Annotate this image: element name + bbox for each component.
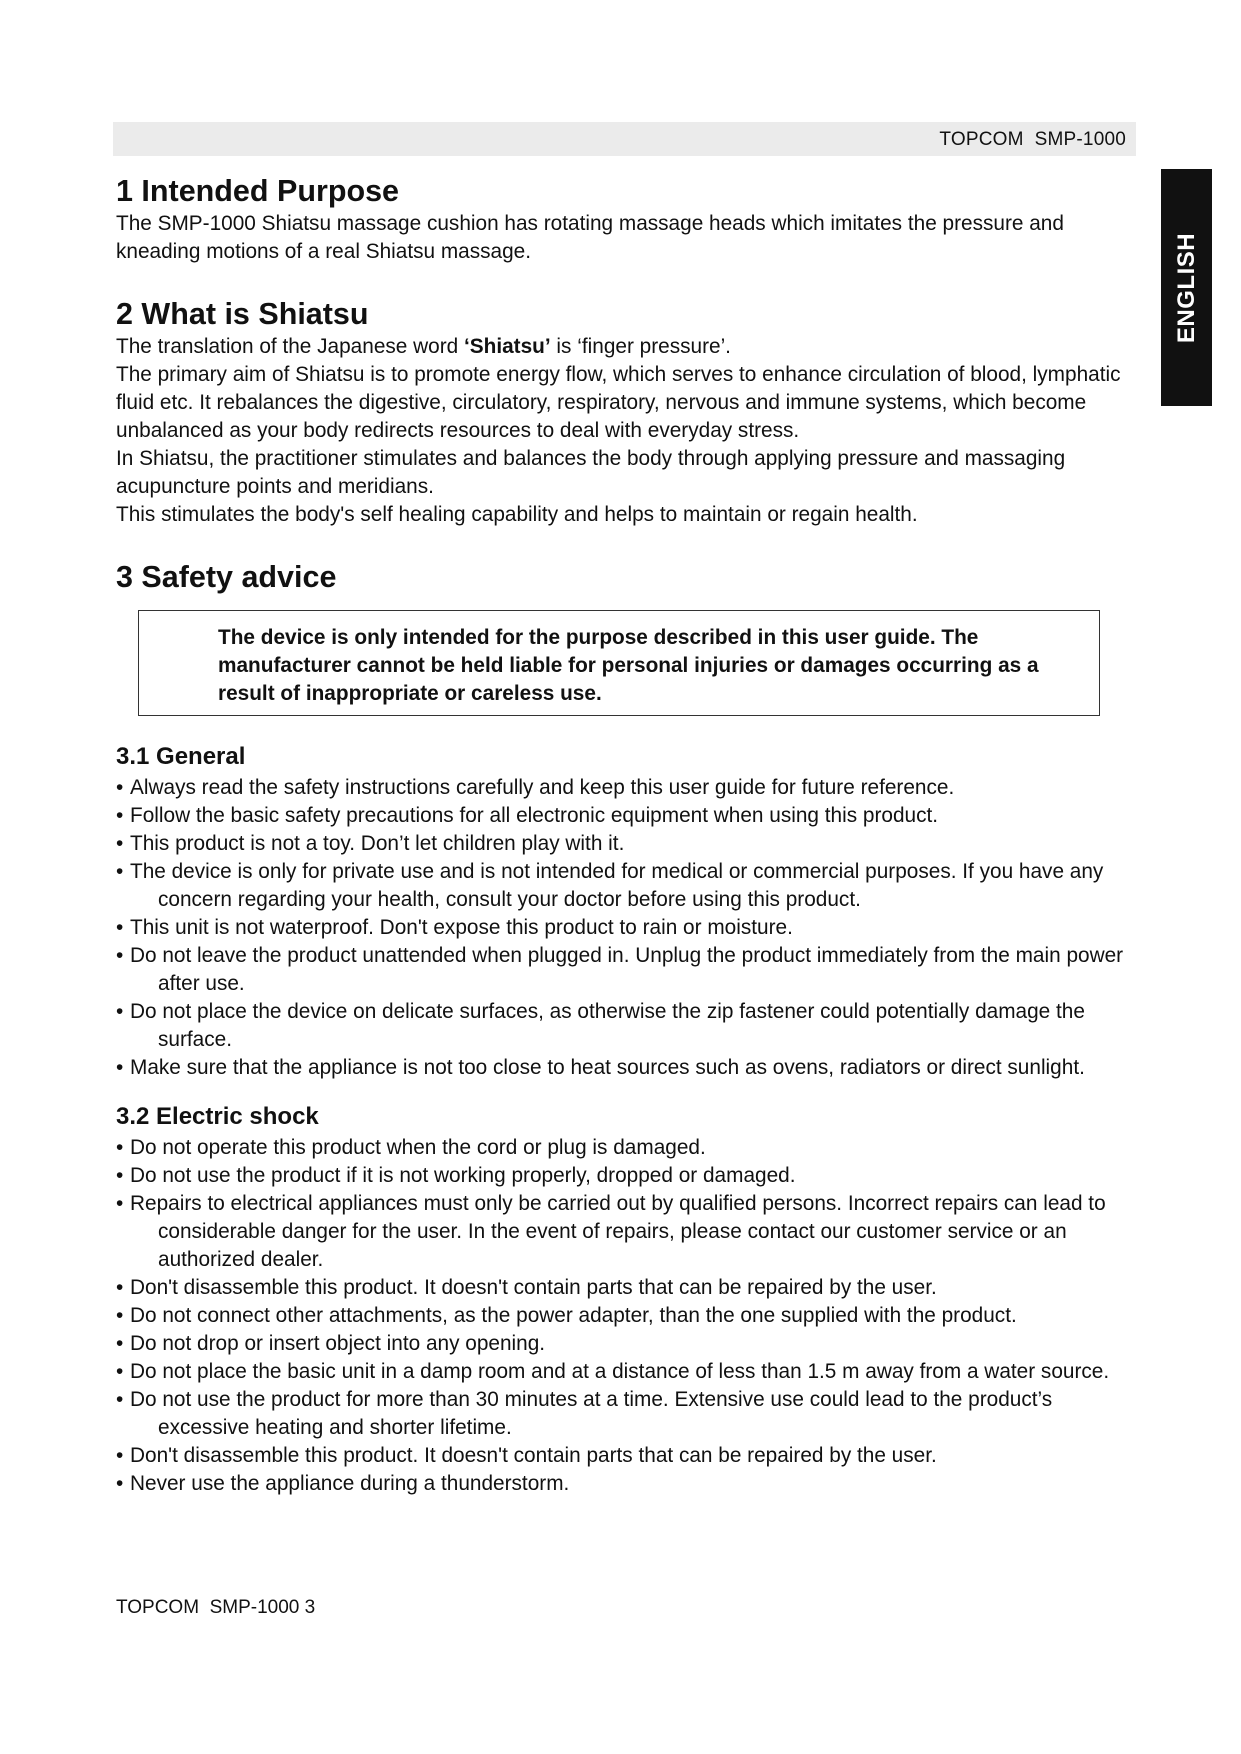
section-title: 1 Intended Purpose — [116, 174, 400, 208]
section-title: 2 What is Shiatsu — [116, 297, 369, 331]
list-item — [116, 1442, 1136, 1470]
paragraph: This stimulates the body's self healing capability and helps to maintain or regain health. — [116, 503, 918, 526]
bold-term: ‘Shiatsu’ — [463, 335, 551, 358]
list-item — [116, 774, 1136, 802]
bullet-icon: • — [116, 1164, 124, 1187]
list-item — [116, 802, 1136, 830]
list-item — [116, 1190, 1136, 1274]
bullet-icon: • — [116, 860, 124, 883]
language-tab — [1161, 169, 1212, 406]
list-item — [116, 942, 1136, 998]
list-item — [116, 1470, 1136, 1498]
electric-bullet-list — [116, 1134, 1136, 1498]
bullet-icon: • — [116, 776, 124, 799]
list-item — [116, 1162, 1136, 1190]
list-item-text: Follow the basic safety precautions for all electronic equipment when using this product. — [130, 804, 939, 827]
bullet-icon: • — [116, 1444, 124, 1467]
list-item — [116, 1330, 1136, 1358]
bullet-icon: • — [116, 1472, 124, 1495]
list-item — [116, 1054, 1136, 1082]
list-item-text: Never use the appliance during a thunderstorm. — [130, 1472, 570, 1495]
list-item-text: Repairs to electrical appliances must only be carried out by qualified persons. Incorrect repairs can lead to considerable danger for the user. In the event of repairs, please contact our customer service or an authorized dealer. — [130, 1192, 1106, 1271]
bullet-icon: • — [116, 944, 124, 967]
bullet-icon: • — [116, 1360, 124, 1383]
list-item-text: Don't disassemble this product. It doesn't contain parts that can be repaired by the user. — [130, 1444, 937, 1467]
text-span: The translation of the Japanese word — [116, 335, 464, 358]
list-item — [116, 1134, 1136, 1162]
list-item-text: This product is not a toy. Don’t let children play with it. — [130, 832, 625, 855]
warning-notice-box — [138, 610, 1100, 716]
list-item — [116, 1302, 1136, 1330]
section-title: 3 Safety advice — [116, 560, 337, 594]
text-span: is ‘finger pressure’. — [550, 335, 731, 358]
paragraph: The SMP-1000 Shiatsu massage cushion has rotating massage heads which imitates the pressure and kneading motions of a real Shiatsu massage. — [116, 212, 1064, 263]
bullet-icon: • — [116, 1332, 124, 1355]
list-item — [116, 1358, 1136, 1386]
language-tab-label: ENGLISH — [1172, 232, 1200, 343]
section-safety-advice — [116, 558, 1136, 1498]
bullet-icon: • — [116, 804, 124, 827]
header-title: TOPCOM SMP-1000 — [939, 129, 1126, 150]
subsection-general — [116, 742, 1136, 1082]
list-item-text: Make sure that the appliance is not too close to heat sources such as ovens, radiators or direct sunlight. — [130, 1056, 1085, 1079]
bullet-icon: • — [116, 832, 124, 855]
list-item-text: Do not use the product for more than 30 minutes at a time. Extensive use could lead to the product’s excessive heating and shorter lifetime. — [130, 1388, 1053, 1439]
list-item-text: Don't disassemble this product. It doesn't contain parts that can be repaired by the user. — [130, 1276, 937, 1299]
list-item-text: Do not connect other attachments, as the power adapter, than the one supplied with the product. — [130, 1304, 1017, 1327]
page-header — [113, 122, 1136, 156]
list-item-text: Do not place the basic unit in a damp room and at a distance of less than 1.5 m away from a water source. — [130, 1360, 1110, 1383]
bullet-icon: • — [116, 1192, 124, 1215]
subsection-electric-shock — [116, 1102, 1136, 1498]
paragraph: The primary aim of Shiatsu is to promote energy flow, which serves to enhance circulation of blood, lymphatic fluid etc. It rebalances the digestive, circulatory, respiratory, nervous and immune systems, which become unbalanced as your body redirects resources to deal with everyday stress. — [116, 363, 1121, 442]
list-item-text: Do not use the product if it is not working properly, dropped or damaged. — [130, 1164, 796, 1187]
list-item-text: Do not drop or insert object into any opening. — [130, 1332, 546, 1355]
paragraph — [116, 333, 1136, 361]
bullet-icon: • — [116, 1388, 124, 1411]
warning-notice-text: The device is only intended for the purpose described in this user guide. The manufacturer cannot be held liable for personal injuries or damages occurring as a result of inappropriate or careless use. — [218, 626, 1039, 705]
list-item-text: Do not place the device on delicate surfaces, as otherwise the zip fastener could potentially damage the surface. — [130, 1000, 1085, 1051]
list-item-text: Do not operate this product when the cord or plug is damaged. — [130, 1136, 706, 1159]
bullet-icon: • — [116, 1136, 124, 1159]
bullet-icon: • — [116, 916, 124, 939]
section-intended-purpose — [116, 172, 1136, 266]
list-item-text: This unit is not waterproof. Don't expose this product to rain or moisture. — [130, 916, 793, 939]
list-item — [116, 1274, 1136, 1302]
bullet-icon: • — [116, 1304, 124, 1327]
list-item — [116, 914, 1136, 942]
page-footer: TOPCOM SMP-1000 3 — [116, 1597, 316, 1618]
bullet-icon: • — [116, 1276, 124, 1299]
list-item-text: Always read the safety instructions carefully and keep this user guide for future reference. — [130, 776, 955, 799]
list-item — [116, 858, 1136, 914]
bullet-icon: • — [116, 1056, 124, 1079]
paragraph: In Shiatsu, the practitioner stimulates and balances the body through applying pressure and massaging acupuncture points and meridians. — [116, 447, 1066, 498]
document-body — [116, 172, 1136, 1498]
section-what-is-shiatsu — [116, 295, 1136, 529]
list-item — [116, 1386, 1136, 1442]
bullet-icon: • — [116, 1000, 124, 1023]
subsection-title: 3.1 General — [116, 743, 246, 770]
list-item-text: The device is only for private use and is not intended for medical or commercial purposes. If you have any concern regarding your health, consult your doctor before using this product. — [130, 860, 1104, 911]
list-item — [116, 998, 1136, 1054]
subsection-title: 3.2 Electric shock — [116, 1103, 319, 1130]
general-bullet-list — [116, 774, 1136, 1082]
list-item-text: Do not leave the product unattended when plugged in. Unplug the product immediately from the main power after use. — [130, 944, 1124, 995]
list-item — [116, 830, 1136, 858]
